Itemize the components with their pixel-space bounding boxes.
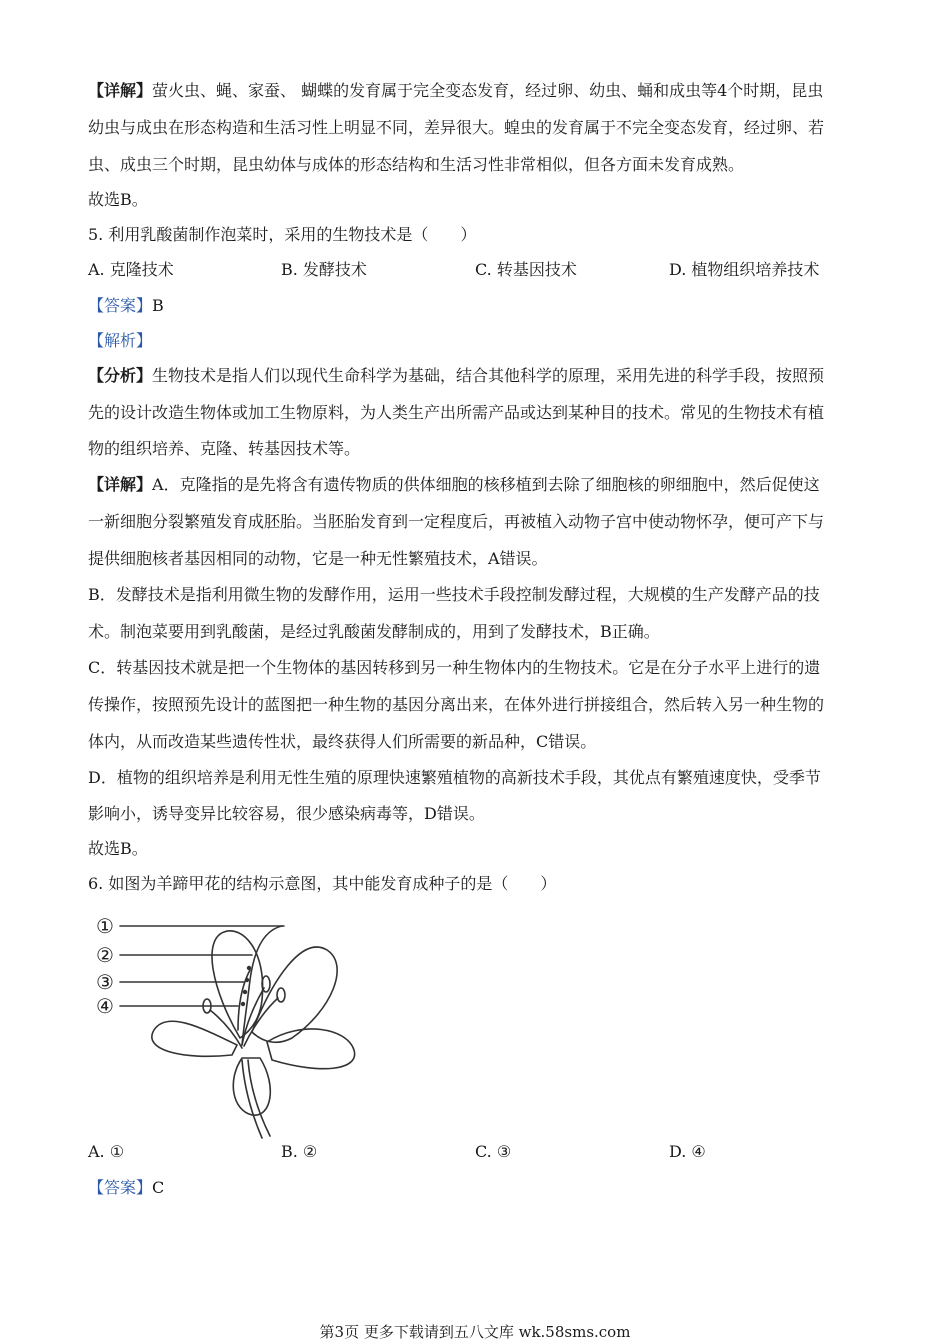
q6-option-a: A. ① <box>88 1142 125 1161</box>
q6-option-c: C. ③ <box>475 1142 512 1161</box>
q4-detail-line-3: 虫、成虫三个时期，昆虫幼体与成体的形态结构和生活习性非常相似，但各方面未发育成熟。 <box>88 155 745 174</box>
stem <box>242 1060 262 1138</box>
stamen-3 <box>210 1010 242 1048</box>
q5-detail-c-line-3: 体内，从而改造某些遗传性状，最终获得人们所需要的新品种，C错误。 <box>88 732 597 751</box>
q5-fenxi-text-1: 生物技术是指人们以现代生命科学为基础，结合其他科学的原理，采用先进的科学手段，按照预 <box>152 366 825 385</box>
q5-detail-a-text-1: A．克隆指的是先将含有遗传物质的供体细胞的核移植到去除了细胞核的卵细胞中，然后促使这 <box>152 475 820 494</box>
q5-detail-b-line-1: B．发酵技术是指利用微生物的发酵作用，运用一些技术手段控制发酵过程，大规模的生产发酵产品的技 <box>88 585 820 604</box>
q5-analysis-tag-line <box>88 330 868 352</box>
flower-structure-figure <box>92 910 372 1140</box>
q5-detail-d-line-1: D．植物的组织培养是利用无性生殖的原理快速繁殖植物的高新技术手段，其优点有繁殖速度快，受季节 <box>88 768 821 787</box>
q5-detail-d-line-2: 影响小，诱导变异比较容易，很少感染病毒等，D错误。 <box>88 804 485 823</box>
answer-tag: 【答案】 <box>88 1178 153 1197</box>
figure-label-2: ② <box>96 943 114 967</box>
detail-tag: 【详解】 <box>88 81 153 100</box>
q4-detail-text-1: 萤火虫、蝇、家蚕、 蝴蝶的发育属于完全变态发育，经过卵、幼虫、蛹和成虫等4个时期，昆虫 <box>152 81 824 100</box>
petal-right <box>267 1029 355 1069</box>
q4-detail-line-2: 幼虫与成虫在形态构造和生活习性上明显不同，差异很大。蝗虫的发育属于不完全变态发育，经过卵、若 <box>88 118 825 137</box>
analysis-tag: 【解析】 <box>88 331 153 350</box>
q5-detail-a-line-1 <box>88 474 868 496</box>
q5-option-c: C. 转基因技术 <box>475 260 577 279</box>
q5-conclusion: 故选B。 <box>88 839 148 858</box>
q6-answer-value: C <box>152 1178 165 1197</box>
anther-2 <box>277 988 285 1002</box>
ovule-2 <box>245 978 249 982</box>
q5-option-b: B. 发酵技术 <box>281 260 367 279</box>
petal-top-left <box>212 931 263 1038</box>
q6-question: 6. 如图为羊蹄甲花的结构示意图，其中能发育成种子的是（ ） <box>88 874 557 893</box>
page-footer: 第3页 更多下载请到五八文库 wk.58sms.com <box>319 1323 631 1341</box>
q4-detail-line-1 <box>88 80 868 102</box>
q6-answer-line <box>88 1177 868 1199</box>
q5-detail-c-line-2: 传操作，按照预先设计的蓝图把一种生物的基因分离出来，在体外进行拼接组合，然后转入另一种生物的 <box>88 695 825 714</box>
petal-left <box>152 1021 237 1056</box>
fenxi-tag: 【分析】 <box>88 366 153 385</box>
q5-detail-b-line-2: 术。制泡菜要用到乳酸菌，是经过乳酸菌发酵制成的，用到了发酵技术，B正确。 <box>88 622 660 641</box>
q5-fenxi-line-3: 物的组织培养、克隆、转基因技术等。 <box>88 439 361 458</box>
petal-top-right <box>252 947 337 1042</box>
q5-detail-a-line-3: 提供细胞核者基因相同的动物，它是一种无性繁殖技术，A错误。 <box>88 549 548 568</box>
ovule-3 <box>243 990 247 994</box>
q5-fenxi-line-2: 先的设计改造生物体或加工生物原料，为人类生产出所需产品或达到某种目的技术。常见的生物技术有植 <box>88 403 825 422</box>
q5-option-d: D. 植物组织培养技术 <box>669 260 820 279</box>
ovule-4 <box>241 1002 245 1006</box>
q5-answer-value: B <box>152 296 164 315</box>
q5-option-a: A. 克隆技术 <box>88 260 174 279</box>
flower-diagram <box>92 910 372 1140</box>
figure-label-3: ③ <box>96 970 114 994</box>
q6-option-b: B. ② <box>281 1142 318 1161</box>
detail-tag: 【详解】 <box>88 475 153 494</box>
q5-fenxi-line-1 <box>88 365 868 387</box>
q6-option-d: D. ④ <box>669 1142 706 1161</box>
q4-conclusion: 故选B。 <box>88 190 148 209</box>
figure-label-1: ① <box>96 914 114 938</box>
q5-question: 5. 利用乳酸菌制作泡菜时，采用的生物技术是（ ） <box>88 225 477 244</box>
answer-tag: 【答案】 <box>88 296 153 315</box>
q5-answer-line <box>88 295 868 317</box>
q5-detail-c-line-1: C．转基因技术就是把一个生物体的基因转移到另一种生物体内的生物技术。它是在分子水平上进行的遗 <box>88 658 821 677</box>
q5-detail-a-line-2: 一新细胞分裂繁殖发育成胚胎。当胚胎发育到一定程度后，再被植入动物子宫中使动物怀孕，便可产下与 <box>88 512 825 531</box>
ovule-1 <box>247 966 251 970</box>
figure-label-4: ④ <box>96 994 114 1018</box>
